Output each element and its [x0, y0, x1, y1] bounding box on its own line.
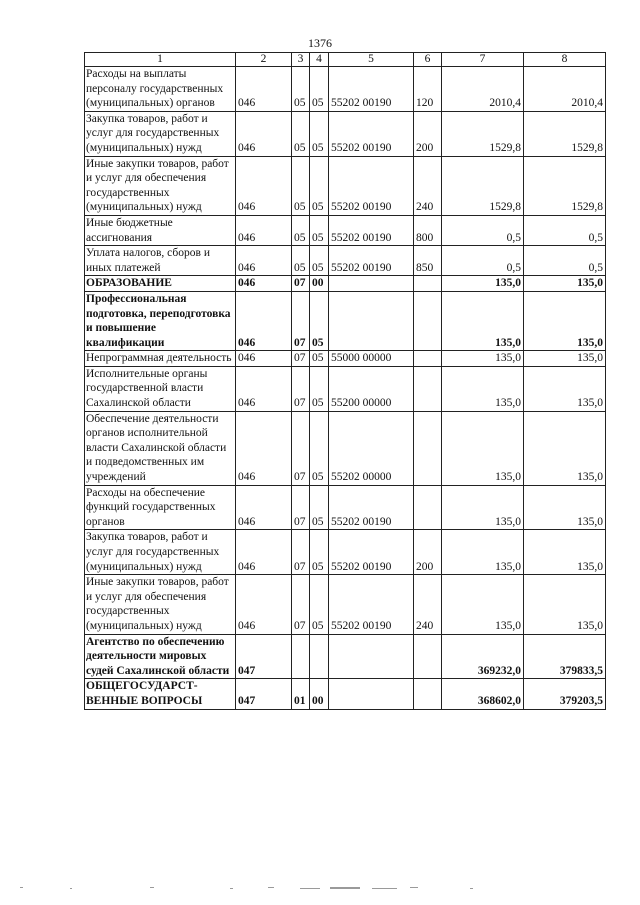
item-name-cell: ОБЩЕГОСУДАРСТ-ВЕННЫЕ ВОПРОСЫ — [85, 679, 236, 709]
expense-type-cell: 200 — [414, 530, 442, 575]
subsection-code-cell: 05 — [310, 215, 329, 245]
amount-year1-cell: 135,0 — [442, 530, 524, 575]
amount-year2-cell: 135,0 — [524, 411, 606, 485]
amount-year1-cell: 135,0 — [442, 575, 524, 634]
amount-year1-cell: 135,0 — [442, 485, 524, 530]
subsection-code-cell: 05 — [310, 111, 329, 156]
admin-code-cell: 046 — [236, 156, 292, 215]
expense-type-cell: 240 — [414, 575, 442, 634]
expense-type-cell — [414, 291, 442, 350]
item-name-cell: Уплата налогов, сборов и иных платежей — [85, 246, 236, 276]
subsection-code-cell: 05 — [310, 351, 329, 367]
expense-type-cell — [414, 351, 442, 367]
page-number: 1376 — [308, 36, 332, 50]
amount-year2-cell: 135,0 — [524, 276, 606, 292]
amount-year2-cell: 1529,8 — [524, 156, 606, 215]
header-cell: 1 — [85, 53, 236, 67]
item-name-cell: Непрограммная деятельность — [85, 351, 236, 367]
target-article-cell — [329, 276, 414, 292]
section-code-cell: 07 — [292, 411, 310, 485]
item-name-cell: Иные бюджетные ассигнования — [85, 215, 236, 245]
amount-year1-cell: 368602,0 — [442, 679, 524, 709]
section-code-cell: 01 — [292, 679, 310, 709]
expense-type-cell — [414, 411, 442, 485]
amount-year2-cell: 1529,8 — [524, 111, 606, 156]
section-code-cell: 07 — [292, 366, 310, 411]
subsection-code-cell: 05 — [310, 67, 329, 112]
amount-year2-cell: 379203,5 — [524, 679, 606, 709]
admin-code-cell: 046 — [236, 246, 292, 276]
subsection-code-cell: 05 — [310, 156, 329, 215]
subsection-code-cell: 00 — [310, 679, 329, 709]
target-article-cell: 55000 00000 — [329, 351, 414, 367]
scan-noise — [0, 884, 640, 892]
item-name-cell: Расходы на обеспечение функций государственных органов — [85, 485, 236, 530]
item-name-cell: Профессиональная подготовка, переподготовка и повышение квалификации — [85, 291, 236, 350]
section-code-cell: 07 — [292, 276, 310, 292]
subsection-code-cell: 05 — [310, 485, 329, 530]
header-cell: 2 — [236, 53, 292, 67]
subsection-code-cell — [310, 634, 329, 679]
table-row — [85, 246, 606, 276]
header-cell: 8 — [524, 53, 606, 67]
subsection-code-cell: 05 — [310, 411, 329, 485]
table-row — [85, 67, 606, 112]
amount-year1-cell: 1529,8 — [442, 111, 524, 156]
header-row — [85, 53, 606, 67]
amount-year2-cell: 135,0 — [524, 291, 606, 350]
amount-year2-cell: 379833,5 — [524, 634, 606, 679]
table-row — [85, 411, 606, 485]
expense-type-cell: 850 — [414, 246, 442, 276]
expense-type-cell — [414, 276, 442, 292]
expense-type-cell — [414, 485, 442, 530]
amount-year1-cell: 0,5 — [442, 215, 524, 245]
section-code-cell: 05 — [292, 67, 310, 112]
target-article-cell: 55202 00190 — [329, 246, 414, 276]
amount-year1-cell: 135,0 — [442, 411, 524, 485]
amount-year1-cell: 135,0 — [442, 291, 524, 350]
admin-code-cell: 047 — [236, 679, 292, 709]
subsection-code-cell: 05 — [310, 246, 329, 276]
table-row — [85, 156, 606, 215]
amount-year1-cell: 1529,8 — [442, 156, 524, 215]
subsection-code-cell: 05 — [310, 291, 329, 350]
amount-year1-cell: 135,0 — [442, 276, 524, 292]
section-code-cell: 07 — [292, 291, 310, 350]
budget-table — [84, 52, 606, 710]
table-row — [85, 111, 606, 156]
table-row — [85, 575, 606, 634]
target-article-cell — [329, 634, 414, 679]
admin-code-cell: 046 — [236, 485, 292, 530]
table-row — [85, 530, 606, 575]
table-row — [85, 634, 606, 679]
expense-type-cell — [414, 679, 442, 709]
table-row — [85, 366, 606, 411]
admin-code-cell: 046 — [236, 67, 292, 112]
amount-year2-cell: 0,5 — [524, 215, 606, 245]
item-name-cell: Закупка товаров, работ и услуг для государственных (муниципальных) нужд — [85, 530, 236, 575]
target-article-cell: 55202 00190 — [329, 215, 414, 245]
item-name-cell: ОБРАЗОВАНИЕ — [85, 276, 236, 292]
amount-year1-cell: 2010,4 — [442, 67, 524, 112]
admin-code-cell: 046 — [236, 575, 292, 634]
section-code-cell: 05 — [292, 215, 310, 245]
header-cell: 3 — [292, 53, 310, 67]
expense-type-cell: 240 — [414, 156, 442, 215]
admin-code-cell: 046 — [236, 366, 292, 411]
subsection-code-cell: 05 — [310, 366, 329, 411]
section-code-cell: 07 — [292, 351, 310, 367]
header-cell: 5 — [329, 53, 414, 67]
admin-code-cell: 046 — [236, 291, 292, 350]
amount-year1-cell: 135,0 — [442, 351, 524, 367]
header-cell: 7 — [442, 53, 524, 67]
target-article-cell: 55202 00190 — [329, 485, 414, 530]
admin-code-cell: 046 — [236, 276, 292, 292]
expense-type-cell: 120 — [414, 67, 442, 112]
admin-code-cell: 047 — [236, 634, 292, 679]
target-article-cell: 55202 00190 — [329, 530, 414, 575]
section-code-cell: 05 — [292, 246, 310, 276]
target-article-cell: 55202 00190 — [329, 111, 414, 156]
section-code-cell: 05 — [292, 111, 310, 156]
amount-year2-cell: 0,5 — [524, 246, 606, 276]
table-row — [85, 215, 606, 245]
expense-type-cell: 200 — [414, 111, 442, 156]
item-name-cell: Закупка товаров, работ и услуг для государственных (муниципальных) нужд — [85, 111, 236, 156]
target-article-cell — [329, 291, 414, 350]
section-code-cell — [292, 634, 310, 679]
subsection-code-cell: 00 — [310, 276, 329, 292]
amount-year2-cell: 135,0 — [524, 530, 606, 575]
table-row — [85, 291, 606, 350]
expense-type-cell — [414, 634, 442, 679]
target-article-cell — [329, 679, 414, 709]
item-name-cell: Обеспечение деятельности органов исполнительной власти Сахалинской области и подведомственных им учреждений — [85, 411, 236, 485]
admin-code-cell: 046 — [236, 351, 292, 367]
amount-year2-cell: 135,0 — [524, 366, 606, 411]
amount-year2-cell: 135,0 — [524, 351, 606, 367]
target-article-cell: 55202 00000 — [329, 411, 414, 485]
expense-type-cell: 800 — [414, 215, 442, 245]
section-code-cell: 07 — [292, 575, 310, 634]
admin-code-cell: 046 — [236, 411, 292, 485]
section-code-cell: 05 — [292, 156, 310, 215]
section-code-cell: 07 — [292, 530, 310, 575]
amount-year1-cell: 135,0 — [442, 366, 524, 411]
target-article-cell: 55202 00190 — [329, 67, 414, 112]
target-article-cell: 55202 00190 — [329, 575, 414, 634]
header-cell: 4 — [310, 53, 329, 67]
subsection-code-cell: 05 — [310, 575, 329, 634]
expense-type-cell — [414, 366, 442, 411]
amount-year1-cell: 369232,0 — [442, 634, 524, 679]
amount-year1-cell: 0,5 — [442, 246, 524, 276]
section-code-cell: 07 — [292, 485, 310, 530]
admin-code-cell: 046 — [236, 111, 292, 156]
amount-year2-cell: 135,0 — [524, 575, 606, 634]
budget-table-body — [85, 53, 606, 710]
table-row — [85, 485, 606, 530]
admin-code-cell: 046 — [236, 215, 292, 245]
amount-year2-cell: 135,0 — [524, 485, 606, 530]
item-name-cell: Расходы на выплаты персоналу государственных (муниципальных) органов — [85, 67, 236, 112]
header-cell: 6 — [414, 53, 442, 67]
table-row — [85, 351, 606, 367]
item-name-cell: Агентство по обеспечению деятельности мировых судей Сахалинской области — [85, 634, 236, 679]
target-article-cell: 55202 00190 — [329, 156, 414, 215]
subsection-code-cell: 05 — [310, 530, 329, 575]
target-article-cell: 55200 00000 — [329, 366, 414, 411]
table-row — [85, 276, 606, 292]
item-name-cell: Иные закупки товаров, работ и услуг для обеспечения государственных (муниципальных) нужд — [85, 575, 236, 634]
item-name-cell: Исполнительные органы государственной власти Сахалинской области — [85, 366, 236, 411]
table-row — [85, 679, 606, 709]
admin-code-cell: 046 — [236, 530, 292, 575]
item-name-cell: Иные закупки товаров, работ и услуг для обеспечения государственных (муниципальных) нужд — [85, 156, 236, 215]
amount-year2-cell: 2010,4 — [524, 67, 606, 112]
